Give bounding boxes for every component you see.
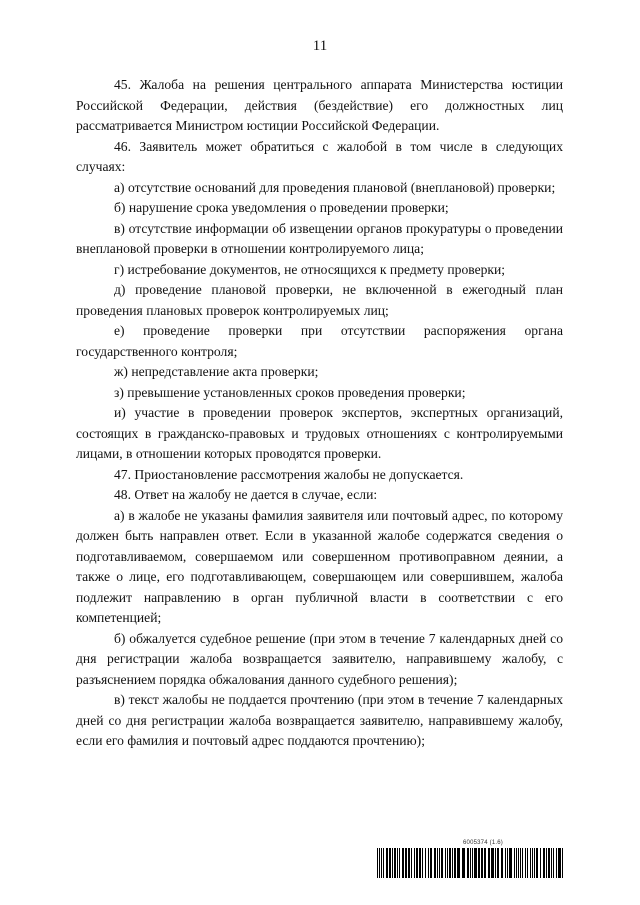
paragraph-48: 48. Ответ на жалобу не дается в случае, если: (114, 487, 378, 502)
list-item-46z: з) превышение установленных сроков проведения проверки; (114, 384, 466, 400)
paragraph-47: 47. Приостановление рассмотрения жалобы не допускается. (114, 466, 464, 482)
list-item-48b: б) обжалуется судебное решение (при этом в течение 7 календарных дней со дня регистрации жалоба возвращается заявителю, направившему жалобу, с разъяснением порядка обжалования данного судебного решения); (76, 630, 563, 687)
list-item-46a: а) отсутствие оснований для проведения плановой (внеплановой) проверки; (114, 179, 556, 195)
document-code: 6005374 (1.6) (463, 840, 503, 846)
paragraph-45: 45. Жалоба на решения центрального аппарата Министерства юстиции Российской Федерации, действия (бездействие) его должностных лиц рассматривается Министром юстиции Российской Федерации. (76, 77, 563, 133)
list-item-46v: в) отсутствие информации об извещении органов прокуратуры о проведении внеплановой проверки в отношении контролируемого лица; (76, 220, 563, 256)
barcode-image (377, 848, 563, 878)
document-body (76, 75, 563, 752)
list-item-46d: д) проведение плановой проверки, не включенной в ежегодный план проведения плановых проверок контролируемых лиц; (76, 282, 563, 318)
list-item-46e: е) проведение проверки при отсутствии распоряжения органа государственного контроля; (76, 323, 563, 359)
list-item-48a: а) в жалобе не указаны фамилия заявителя или почтовый адрес, по которому должен быть направлен ответ. Если в указанной жалобе содержатся сведения о подготавливаемом, совершаемом или совершенном противоправном деянии, а также о лице, его подготавливающем, совершающем или совершившем, жалоба подлежит направлению в орган публичной власти в соответствии с его компетенцией; (76, 507, 563, 625)
list-item-46zh: ж) непредставление акта проверки; (114, 364, 319, 379)
paragraph-46: 46. Заявитель может обратиться с жалобой в том числе в следующих случаях: (76, 138, 563, 174)
list-item-46b: б) нарушение срока уведомления о проведении проверки; (114, 200, 449, 215)
list-item-46i: и) участие в проведении проверок экспертов, экспертных организаций, состоящих в гражданско-правовых и трудовых отношениях с контролируемыми лицами, в отношении которых проводятся проверки. (76, 405, 563, 461)
list-item-46g: г) истребование документов, не относящихся к предмету проверки; (114, 261, 506, 277)
list-item-48v: в) текст жалобы не поддается прочтению (при этом в течение 7 календарных дней со дня регистрации жалоба возвращается заявителю, направившему жалобу, если его фамилия и почтовый адрес поддаются прочтению); (76, 692, 563, 748)
page-number: 11 (312, 38, 328, 54)
